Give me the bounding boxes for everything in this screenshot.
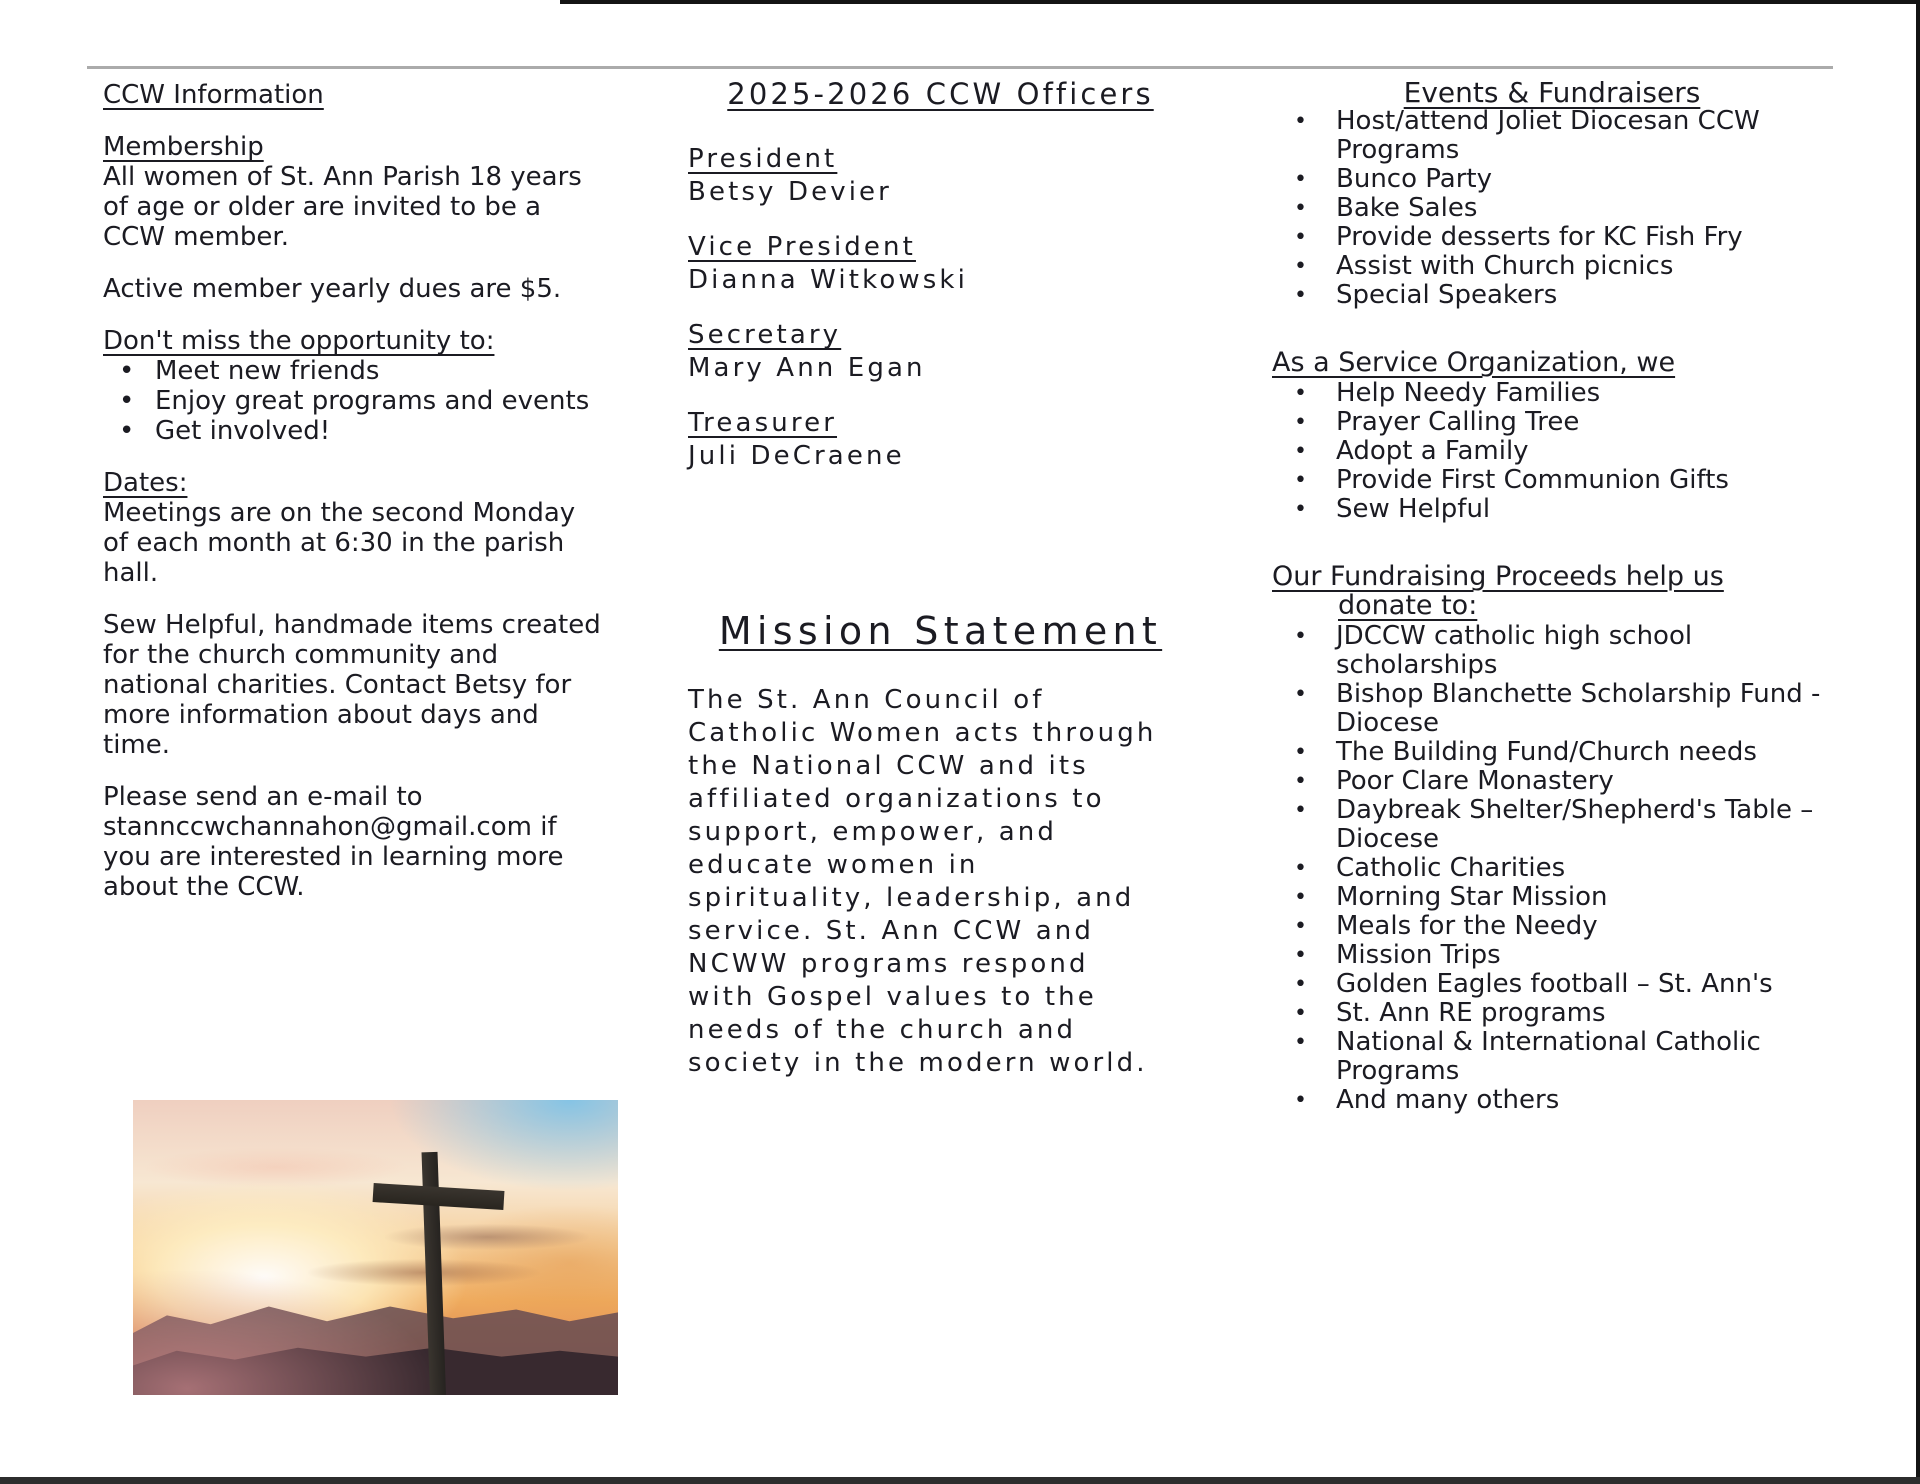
list-item: • Provide First Communion Gifts: [1272, 466, 1832, 495]
list-item: • Bake Sales: [1272, 194, 1832, 223]
officer-role: President: [688, 144, 838, 174]
list-item: • Enjoy great programs and events: [103, 386, 608, 416]
events-fundraisers-heading: Events & Fundraisers: [1403, 76, 1701, 109]
cross-silhouette-horizontal: [373, 1183, 505, 1210]
list-item: • National & International Catholic Programs: [1272, 1028, 1832, 1086]
mission-statement-paragraph: The St. Ann Council of Catholic Women acts through the National CCW and its affiliated organizations to support, empower, and educate women in spirituality, leadership, and service. St. Ann CCW and NCWW programs respond with Gospel values to the needs of the church and society in the modern world.: [688, 685, 1157, 1078]
dates-heading: Dates:: [103, 468, 188, 498]
dates-paragraph: Meetings are on the second Monday of each month at 6:30 in the parish hall.: [103, 498, 576, 588]
list-item: • JDCCW catholic high school scholarships: [1272, 622, 1832, 680]
list-item: • Host/attend Joliet Diocesan CCW Programs: [1272, 107, 1832, 165]
officer-entry: [688, 319, 1193, 385]
officer-name: Juli DeCraene: [688, 441, 905, 471]
ccw-information-heading: CCW Information: [103, 80, 324, 110]
dues-paragraph: Active member yearly dues are $5.: [103, 274, 562, 304]
officer-entry: [688, 407, 1193, 473]
membership-heading: Membership: [103, 132, 264, 162]
officer-entry: [688, 143, 1193, 209]
bottom-rule: [0, 1477, 1920, 1484]
membership-paragraph: All women of St. Ann Parish 18 years of age or older are invited to be a CCW member.: [103, 162, 582, 252]
list-item: • Assist with Church picnics: [1272, 252, 1832, 281]
list-item: • Poor Clare Monastery: [1272, 767, 1832, 796]
list-item: • Golden Eagles football – St. Ann's: [1272, 970, 1832, 999]
service-list: [1272, 379, 1832, 524]
sew-helpful-paragraph: Sew Helpful, handmade items created for the church community and national charities. Contact Betsy for more information about days and time.: [103, 610, 601, 760]
officer-name: Betsy Devier: [688, 177, 892, 207]
fundraising-proceeds-heading: Our Fundraising Proceeds help us donate to:: [1272, 561, 1724, 621]
list-item: • The Building Fund/Church needs: [1272, 738, 1832, 767]
list-item: • Meet new friends: [103, 356, 608, 386]
officers-list: [688, 143, 1193, 473]
list-item: • Catholic Charities: [1272, 854, 1832, 883]
top-edge-line: [560, 0, 1920, 4]
email-paragraph: Please send an e-mail to stannccwchannahon@gmail.com if you are interested in learning more about the CCW.: [103, 782, 564, 902]
list-item: • St. Ann RE programs: [1272, 999, 1832, 1028]
list-item: • Meals for the Needy: [1272, 912, 1832, 941]
list-item: • Get involved!: [103, 416, 608, 446]
list-item: • Bishop Blanchette Scholarship Fund - Diocese: [1272, 680, 1832, 738]
list-item: • Bunco Party: [1272, 165, 1832, 194]
dark-cloud: [385, 1224, 589, 1251]
right-edge-line: [1916, 0, 1920, 1484]
list-item: • Prayer Calling Tree: [1272, 408, 1832, 437]
list-item: • And many others: [1272, 1086, 1832, 1115]
opportunity-list: [103, 356, 608, 446]
events-list: [1272, 107, 1832, 310]
list-item: • Adopt a Family: [1272, 437, 1832, 466]
list-item: • Special Speakers: [1272, 281, 1832, 310]
top-rule: [87, 66, 1833, 69]
sunset-haze: [133, 1271, 434, 1395]
service-organization-heading: As a Service Organization, we: [1272, 347, 1676, 378]
proceeds-list: [1272, 622, 1832, 1115]
officer-role: Treasurer: [688, 408, 838, 438]
right-column: [1272, 78, 1832, 1115]
list-item: • Help Needy Families: [1272, 379, 1832, 408]
officer-role: Secretary: [688, 320, 842, 350]
officer-entry: [688, 231, 1193, 297]
opportunity-heading: Don't miss the opportunity to:: [103, 326, 495, 356]
list-item: • Sew Helpful: [1272, 495, 1832, 524]
officers-title: 2025-2026 CCW Officers: [727, 77, 1154, 111]
mission-statement-heading: Mission Statement: [718, 609, 1163, 653]
officer-name: Dianna Witkowski: [688, 265, 968, 295]
left-column: [103, 80, 608, 924]
middle-column: [688, 78, 1193, 1080]
officer-name: Mary Ann Egan: [688, 353, 926, 383]
officer-role: Vice President: [688, 232, 916, 262]
list-item: • Mission Trips: [1272, 941, 1832, 970]
light-cloud: [143, 1147, 410, 1188]
list-item: • Morning Star Mission: [1272, 883, 1832, 912]
list-item: • Provide desserts for KC Fish Fry: [1272, 223, 1832, 252]
list-item: • Daybreak Shelter/Shepherd's Table – Diocese: [1272, 796, 1832, 854]
cross-sunset-photo: [133, 1100, 618, 1395]
